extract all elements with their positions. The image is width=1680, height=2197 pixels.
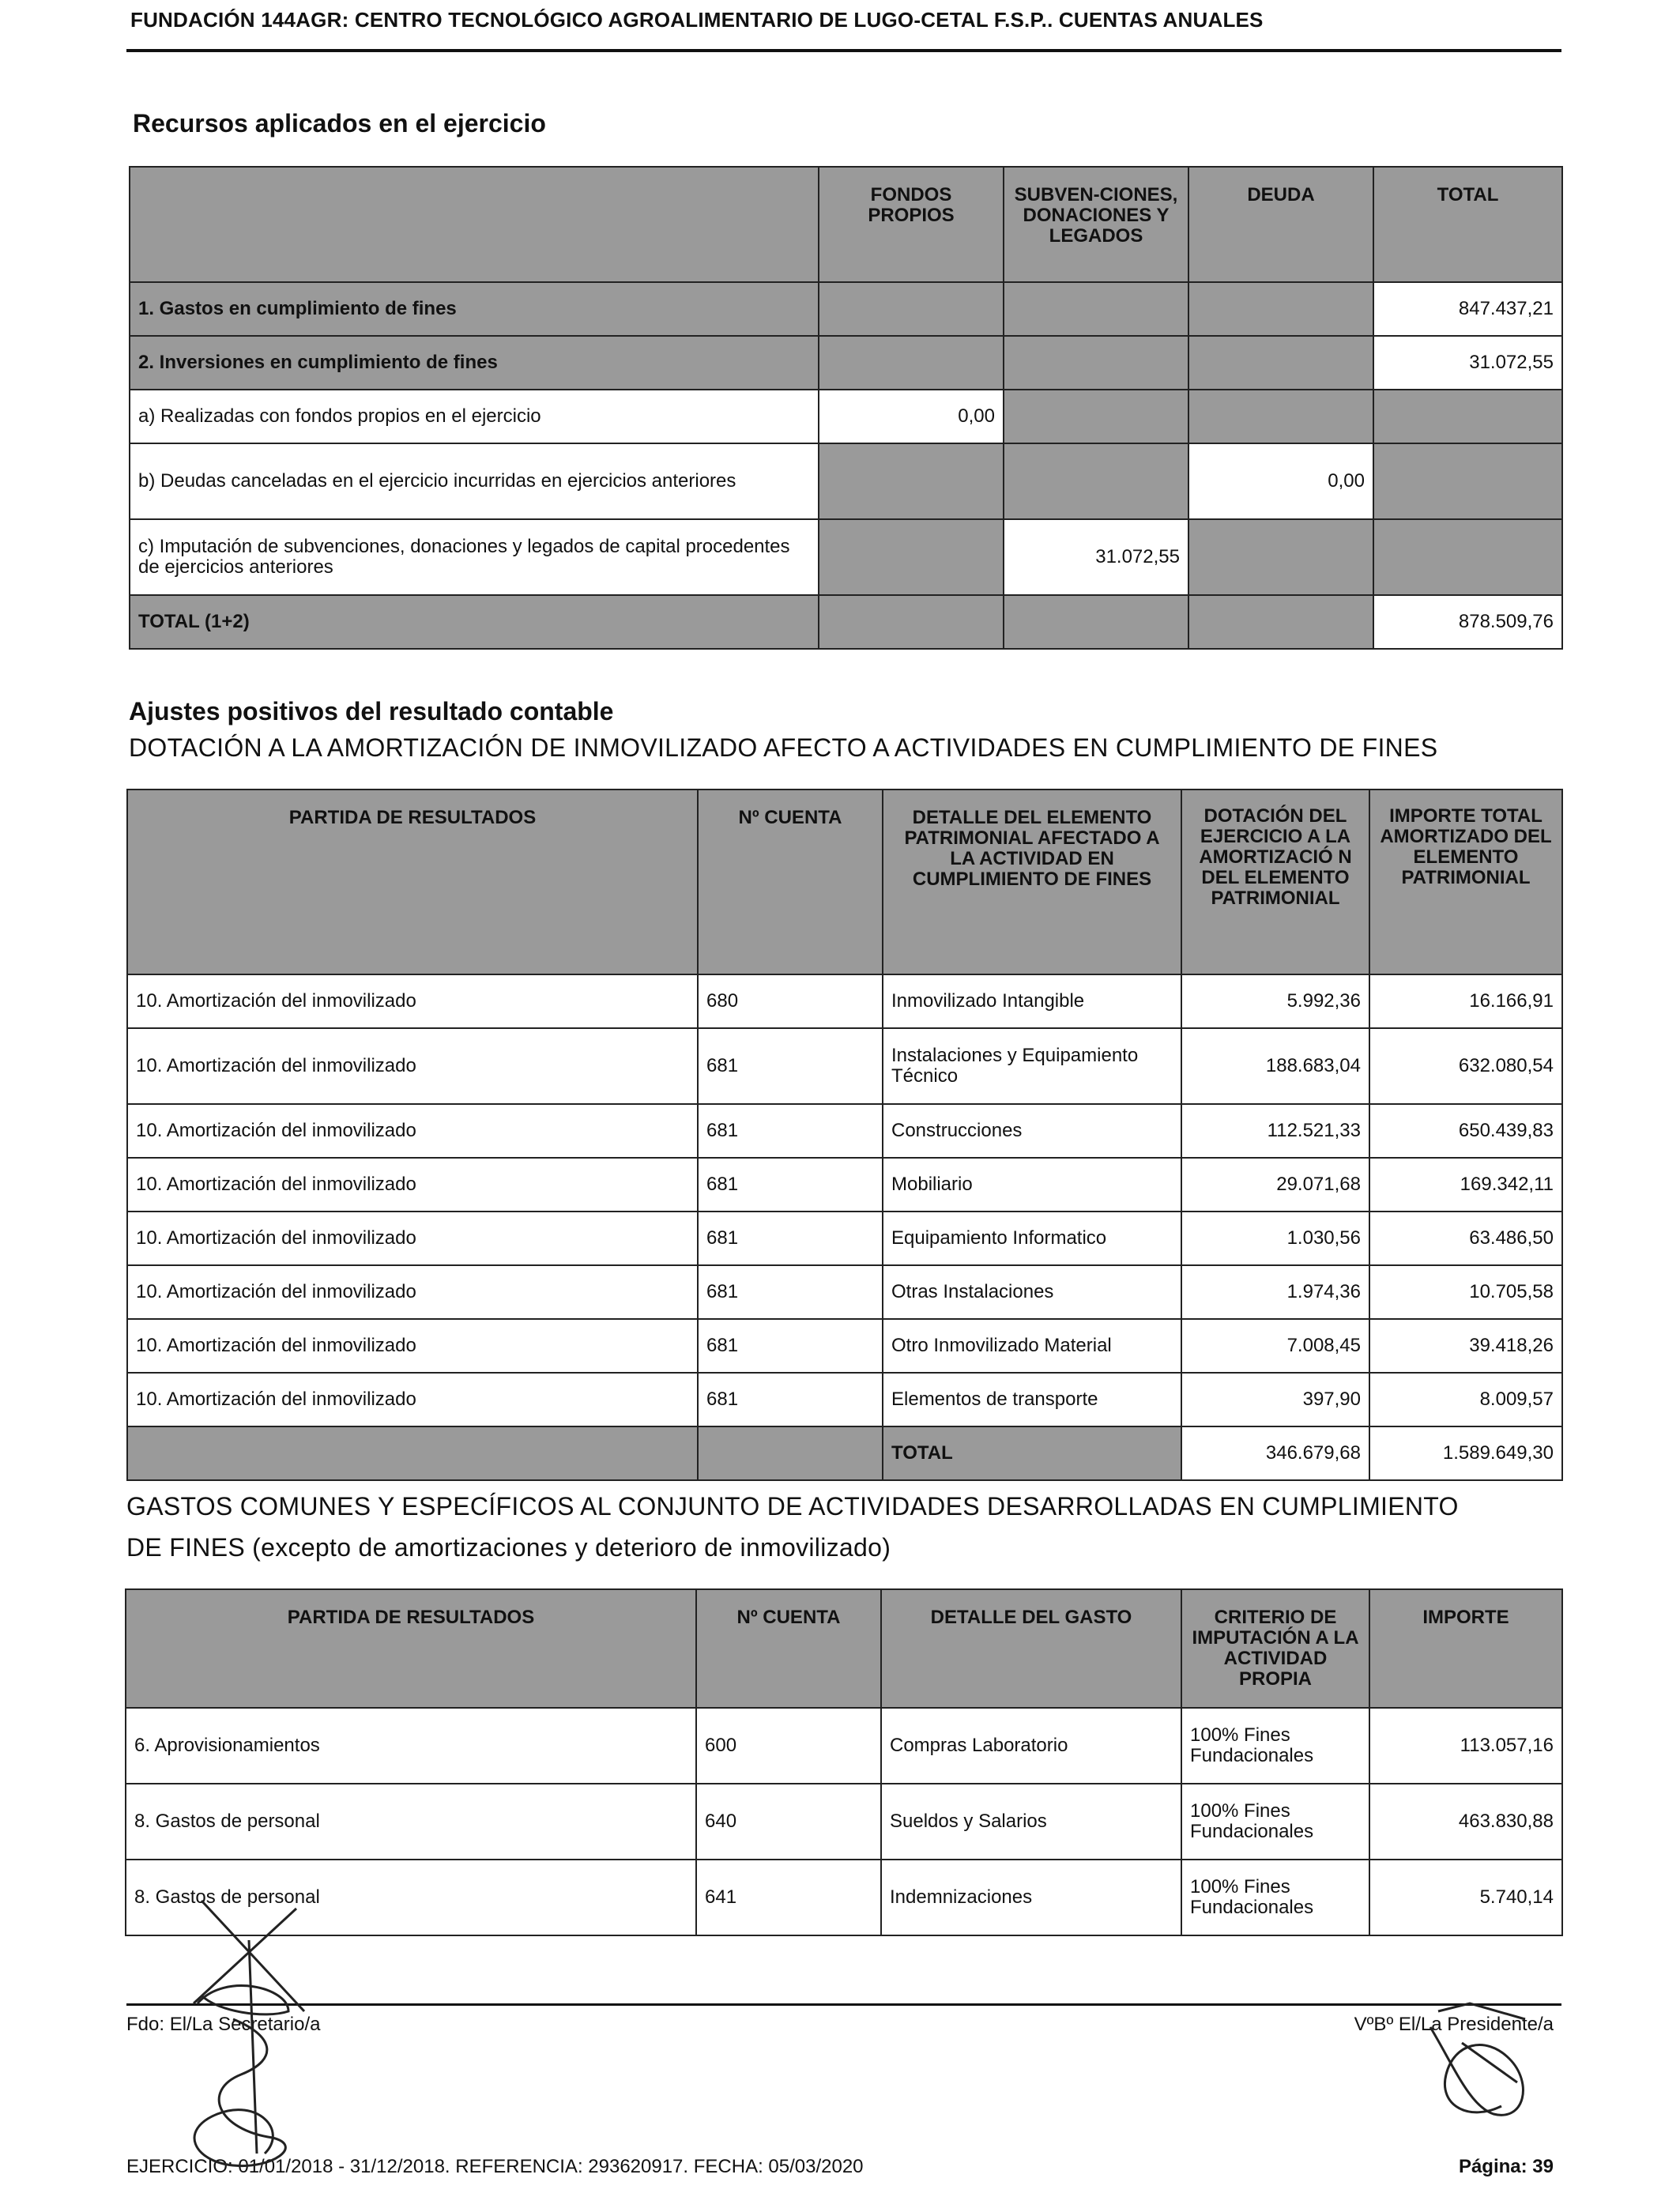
row-label: b) Deudas canceladas en el ejercicio incurridas en ejercicios anteriores — [130, 443, 819, 519]
total-dotacion: 346.679,68 — [1181, 1426, 1369, 1480]
col-dotacion: DOTACIÓN DEL EJERCICIO A LA AMORTIZACIÓ N DEL ELEMENTO PATRIMONIAL — [1181, 789, 1369, 974]
cell-detalle: Otro Inmovilizado Material — [883, 1319, 1181, 1373]
table-row-total — [127, 1426, 1562, 1480]
total-label: TOTAL — [883, 1426, 1181, 1480]
cell-importe: 113.057,16 — [1369, 1708, 1562, 1784]
cell-cuenta: 680 — [698, 974, 883, 1028]
cell-importe: 8.009,57 — [1369, 1373, 1562, 1426]
table-row-total — [130, 595, 1562, 649]
section-gastos-title-line2: DE FINES (excepto de amortizaciones y deterioro de inmovilizado) — [126, 1533, 891, 1562]
row-label: TOTAL (1+2) — [130, 595, 819, 649]
table-row — [130, 390, 1562, 443]
cell-detalle: Indemnizaciones — [881, 1860, 1181, 1935]
cell-cuenta: 681 — [698, 1265, 883, 1319]
cell-subv: 31.072,55 — [1004, 519, 1188, 595]
row-label: 1. Gastos en cumplimiento de fines — [130, 282, 819, 336]
cell-fondos — [819, 443, 1004, 519]
cell-partida: 8. Gastos de personal — [126, 1784, 696, 1860]
col-fondos-propios: FONDOS PROPIOS — [819, 167, 1004, 282]
cell-partida: 10. Amortización del inmovilizado — [127, 1212, 698, 1265]
cell-dotacion: 1.974,36 — [1181, 1265, 1369, 1319]
row-label: a) Realizadas con fondos propios en el ejercicio — [130, 390, 819, 443]
section-ajustes-subtitle: DOTACIÓN A LA AMORTIZACIÓN DE INMOVILIZADO AFECTO A ACTIVIDADES EN CUMPLIMIENTO DE FINES — [129, 733, 1438, 762]
cell-detalle: Elementos de transporte — [883, 1373, 1181, 1426]
cell-partida: 10. Amortización del inmovilizado — [127, 1265, 698, 1319]
recursos-table — [129, 166, 1563, 650]
cell-cuenta: 681 — [698, 1104, 883, 1158]
cell-fondos: 0,00 — [819, 390, 1004, 443]
cell-dotacion: 29.071,68 — [1181, 1158, 1369, 1212]
col-cuenta: Nº CUENTA — [696, 1589, 881, 1708]
cell-total: 847.437,21 — [1373, 282, 1562, 336]
cell-importe: 16.166,91 — [1369, 974, 1562, 1028]
cell-fondos — [819, 519, 1004, 595]
document-header: FUNDACIÓN 144AGR: CENTRO TECNOLÓGICO AGROALIMENTARIO DE LUGO-CETAL F.S.P.. CUENTAS ANUALES — [130, 8, 1264, 32]
cell-importe: 5.740,14 — [1369, 1860, 1562, 1935]
cell-deuda — [1188, 390, 1373, 443]
cell-detalle: Construcciones — [883, 1104, 1181, 1158]
cell-dotacion: 7.008,45 — [1181, 1319, 1369, 1373]
cell-cuenta: 681 — [698, 1373, 883, 1426]
table-row — [127, 1104, 1562, 1158]
cell-importe: 39.418,26 — [1369, 1319, 1562, 1373]
cell-cuenta: 600 — [696, 1708, 881, 1784]
cell-fondos — [819, 282, 1004, 336]
cell-fondos — [819, 336, 1004, 390]
president-signature-image — [1422, 1995, 1533, 2130]
cell-subv — [1004, 336, 1188, 390]
table-row — [130, 519, 1562, 595]
table-row — [127, 1319, 1562, 1373]
col-deuda: DEUDA — [1188, 167, 1373, 282]
cell-partida: 10. Amortización del inmovilizado — [127, 974, 698, 1028]
col-criterio: CRITERIO DE IMPUTACIÓN A LA ACTIVIDAD PROPIA — [1181, 1589, 1369, 1708]
cell-cuenta: 641 — [696, 1860, 881, 1935]
cell-deuda — [1188, 519, 1373, 595]
col-partida: PARTIDA DE RESULTADOS — [126, 1589, 696, 1708]
col-detalle-gasto: DETALLE DEL GASTO — [881, 1589, 1181, 1708]
cell-partida: 10. Amortización del inmovilizado — [127, 1104, 698, 1158]
cell-total: 31.072,55 — [1373, 336, 1562, 390]
cell-partida: 10. Amortización del inmovilizado — [127, 1319, 698, 1373]
table-row — [127, 1212, 1562, 1265]
table-row — [127, 1028, 1562, 1104]
cell-detalle: Otras Instalaciones — [883, 1265, 1181, 1319]
cell-subv — [1004, 282, 1188, 336]
row-label: c) Imputación de subvenciones, donaciones y legados de capital procedentes de ejercicios anteriores — [130, 519, 819, 595]
cell-subv — [1004, 443, 1188, 519]
cell-partida: 10. Amortización del inmovilizado — [127, 1373, 698, 1426]
table-row — [127, 1373, 1562, 1426]
table-row — [126, 1860, 1562, 1935]
cell-importe: 63.486,50 — [1369, 1212, 1562, 1265]
cell-total — [1373, 519, 1562, 595]
total-empty-partida — [127, 1426, 698, 1480]
president-signature-label: VºBº El/La Presidente/a — [1354, 2014, 1554, 2035]
section-recursos-title: Recursos aplicados en el ejercicio — [133, 109, 546, 138]
cell-importe: 632.080,54 — [1369, 1028, 1562, 1104]
cell-criterio: 100% Fines Fundacionales — [1181, 1860, 1369, 1935]
footer-reference: EJERCICIO: 01/01/2018 - 31/12/2018. REFERENCIA: 293620917. FECHA: 05/03/2020 — [126, 2156, 864, 2177]
col-total: TOTAL — [1373, 167, 1562, 282]
cell-importe: 169.342,11 — [1369, 1158, 1562, 1212]
cell-cuenta: 681 — [698, 1158, 883, 1212]
col-importe: IMPORTE — [1369, 1589, 1562, 1708]
cell-cuenta: 681 — [698, 1319, 883, 1373]
cell-total — [1373, 443, 1562, 519]
header-empty — [130, 167, 819, 282]
cell-dotacion: 1.030,56 — [1181, 1212, 1369, 1265]
cell-dotacion: 112.521,33 — [1181, 1104, 1369, 1158]
cell-fondos — [819, 595, 1004, 649]
col-detalle: DETALLE DEL ELEMENTO PATRIMONIAL AFECTADO A LA ACTIVIDAD EN CUMPLIMIENTO DE FINES — [883, 789, 1181, 974]
total-empty-cuenta — [698, 1426, 883, 1480]
footer-rule — [126, 2003, 1561, 2006]
table-row — [127, 974, 1562, 1028]
cell-partida: 8. Gastos de personal — [126, 1860, 696, 1935]
cell-subv — [1004, 390, 1188, 443]
cell-dotacion: 188.683,04 — [1181, 1028, 1369, 1104]
col-subvenciones: SUBVEN-CIONES, DONACIONES Y LEGADOS — [1004, 167, 1188, 282]
header-rule — [126, 49, 1561, 52]
cell-detalle: Sueldos y Salarios — [881, 1784, 1181, 1860]
table-row — [130, 443, 1562, 519]
cell-total: 878.509,76 — [1373, 595, 1562, 649]
table-row — [127, 1265, 1562, 1319]
col-cuenta: Nº CUENTA — [698, 789, 883, 974]
page-number: Página: 39 — [1458, 2156, 1554, 2177]
cell-detalle: Equipamiento Informatico — [883, 1212, 1181, 1265]
cell-detalle: Compras Laboratorio — [881, 1708, 1181, 1784]
cell-importe: 650.439,83 — [1369, 1104, 1562, 1158]
cell-partida: 10. Amortización del inmovilizado — [127, 1028, 698, 1104]
row-label: 2. Inversiones en cumplimiento de fines — [130, 336, 819, 390]
col-importe: IMPORTE TOTAL AMORTIZADO DEL ELEMENTO PATRIMONIAL — [1369, 789, 1562, 974]
secretary-signature-image — [170, 1893, 336, 2193]
cell-partida: 6. Aprovisionamientos — [126, 1708, 696, 1784]
cell-deuda — [1188, 595, 1373, 649]
col-partida: PARTIDA DE RESULTADOS — [127, 789, 698, 974]
cell-detalle: Inmovilizado Intangible — [883, 974, 1181, 1028]
section-gastos-title-line1: GASTOS COMUNES Y ESPECÍFICOS AL CONJUNTO DE ACTIVIDADES DESARROLLADAS EN CUMPLIMIENTO — [126, 1492, 1459, 1521]
total-importe: 1.589.649,30 — [1369, 1426, 1562, 1480]
cell-deuda — [1188, 282, 1373, 336]
table-row — [127, 1158, 1562, 1212]
cell-total — [1373, 390, 1562, 443]
cell-deuda — [1188, 336, 1373, 390]
table-row — [130, 336, 1562, 390]
cell-cuenta: 640 — [696, 1784, 881, 1860]
cell-cuenta: 681 — [698, 1028, 883, 1104]
cell-dotacion: 397,90 — [1181, 1373, 1369, 1426]
cell-detalle: Mobiliario — [883, 1158, 1181, 1212]
cell-criterio: 100% Fines Fundacionales — [1181, 1708, 1369, 1784]
cell-criterio: 100% Fines Fundacionales — [1181, 1784, 1369, 1860]
cell-dotacion: 5.992,36 — [1181, 974, 1369, 1028]
gastos-table — [125, 1588, 1563, 1936]
cell-subv — [1004, 595, 1188, 649]
cell-cuenta: 681 — [698, 1212, 883, 1265]
cell-deuda: 0,00 — [1188, 443, 1373, 519]
cell-detalle: Instalaciones y Equipamiento Técnico — [883, 1028, 1181, 1104]
section-ajustes-title: Ajustes positivos del resultado contable — [129, 697, 614, 725]
cell-partida: 10. Amortización del inmovilizado — [127, 1158, 698, 1212]
secretary-signature-label: Fdo: El/La Secretario/a — [126, 2014, 321, 2035]
table-row — [126, 1784, 1562, 1860]
cell-importe: 10.705,58 — [1369, 1265, 1562, 1319]
table-row — [130, 282, 1562, 336]
cell-importe: 463.830,88 — [1369, 1784, 1562, 1860]
table-row — [126, 1708, 1562, 1784]
amortizacion-table — [126, 789, 1563, 1481]
